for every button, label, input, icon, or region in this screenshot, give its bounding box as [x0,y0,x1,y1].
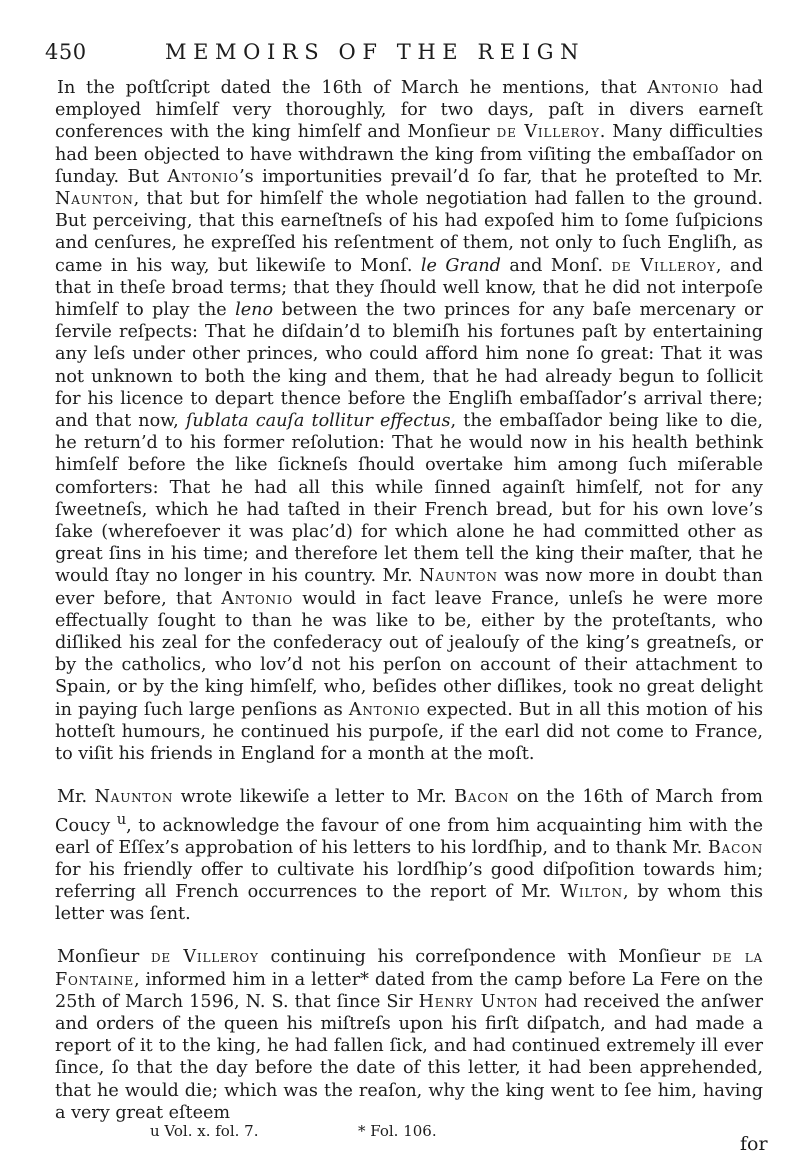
italic-text: le Grand [420,255,501,276]
name-smallcaps: Antonio [167,166,240,187]
text-run: was now more in doubt than ever before, that [55,566,763,609]
text-run: Mr. [57,787,95,808]
text-run: , that but for himſelf the whole negotiation had fallen to the ground. But perceiving, that this earneſtneſs of his had expoſed him to ſome ſuſpicions and cenſures, he expreſſed his reſentment of them, not only to ſuch Engliſh, as came in his way, but likewiſe to Monſ. [55,189,763,276]
italic-text: leno [235,300,274,321]
text-run: , informed him in a letter* dated from the camp before La Fere on the 25th of March 1596, N. S. that ſince Sir [55,969,763,1012]
text-run: expected. But in all this motion of his hotteſt humours, he continued his purpoſe, if the earl did not come to France, to viſit his friends in England for a month at the moſt. [55,699,763,765]
page-number: 450 [45,40,87,64]
footnotes [150,1122,760,1146]
name-smallcaps: Bacon [454,787,510,808]
name-smallcaps: Bacon [707,837,763,858]
text-run: would in fact leave France, unleſs he were more effectually ſought to than he was like to be, either by the proteſtants, who diſliked his zeal for the confederacy out of jealouſy of the king’s greatneſs, or by the catholics, who lov’d not his perſon on account of their attachment to Spain, or by the king himſelf, who, beſides other diſlikes, took no great delight in paying ſuch large penſions as [55,588,763,720]
text-run: had employed himſelf very thoroughly, for two days, paſt in divers earneſt conferences with the king himſelf and Monſieur [55,78,763,143]
name-smallcaps: de Villeroy [496,122,600,143]
italic-text: ſublata cauſa tollitur effectus [185,411,451,432]
catchword: for [740,1133,768,1155]
footnote-marker: u [116,810,127,828]
running-title: MEMOIRS OF THE REIGN [165,40,586,64]
paragraph [55,77,763,765]
name-smallcaps: Antonio [348,699,421,720]
name-smallcaps: de Villeroy [611,255,716,276]
text-run: , and that in theſe broad terms; that they ſhould well know, that he did not interpoſe himſelf to play the [55,255,764,321]
footnote-star: * Fol. 106. [358,1122,437,1140]
name-smallcaps: Antonio [647,78,720,98]
text-run: , to acknowledge the favour of one from him acquainting him with the earl of Eſſex’s approbation of his letters to his lordſhip, and to thank Mr. [55,815,763,858]
text-run: on the 16th of March from Coucy [55,787,763,836]
paragraph [55,786,763,925]
text-run: In the poſtſcript dated the 16th of March he mentions, that [57,78,648,98]
body-text [55,77,763,1124]
text-run: had received the anſwer and orders of the queen his miſtreſs upon his firſt diſpatch, and had made a report of it to the king, he had fallen ſick, and had continued extremely ill ever ſince, ſo that the day before the date of this letter, it had been apprehended, that he would die; which was the reaſon, why the king went to ſee him, having a very great eſteem [55,991,763,1123]
running-head [45,40,755,72]
text-run: for his friendly offer to cultivate his lordſhip’s good diſpoſition towards him; referring all French occurrences to the report of Mr. [55,859,763,902]
text-run: , the embaſſador being like to die, he return’d to his former reſolution: That he would now in his health bethink himſelf before the like ſickneſs ſhould overtake him among ſuch miſerable comforters: That he had all this while ſinned againſt himſelf, not for any ſweetneſs, which he had taſted in their French bread, but for his own love’s ſake (wherefoever it was plac’d) for which alone he had committed other as great ſins in his time; and therefore let them tell the king their maſter, that he would ſtay no longer in his country. Mr. [55,411,763,587]
name-smallcaps: de la Fontaine [55,947,763,990]
text-run: between the two princes for any baſe mercenary or ſervile reſpects: That he diſdain’d to blemiſh his fortunes paſt by entertaining any leſs under other princes, who could afford him none ſo great: That it was not unknown to both the king and them, that he had already begun to ſollicit for his licence to depart thence before the Engliſh embaſſador’s arrival there; and that now, [55,300,763,432]
text-run: and Monſ. [500,255,612,276]
name-smallcaps: Naunton [55,189,134,210]
name-smallcaps: Naunton [94,787,174,808]
text-run: continuing his correſpondence with Monſieur [258,947,713,968]
footnote-u: u Vol. x. fol. 7. [150,1122,259,1140]
name-smallcaps: Henry Unton [418,991,539,1012]
name-smallcaps: Naunton [419,566,498,587]
name-smallcaps: Antonio [221,588,293,609]
name-smallcaps: Wilton [559,881,623,902]
text-run: ’s importunities prevail’d ſo far, that he proteſted to Mr. [239,166,763,187]
text-run: wrote likewiſe a letter to Mr. [173,787,455,808]
text-run: . Many difficulties had been objected to have withdrawn the king from viſiting the embaſſador on ſunday. But [55,122,763,187]
text-run: Monſieur [57,947,151,968]
name-smallcaps: de Villeroy [150,947,259,968]
text-run: , by whom this letter was ſent. [55,881,764,925]
paragraph [55,946,763,1124]
